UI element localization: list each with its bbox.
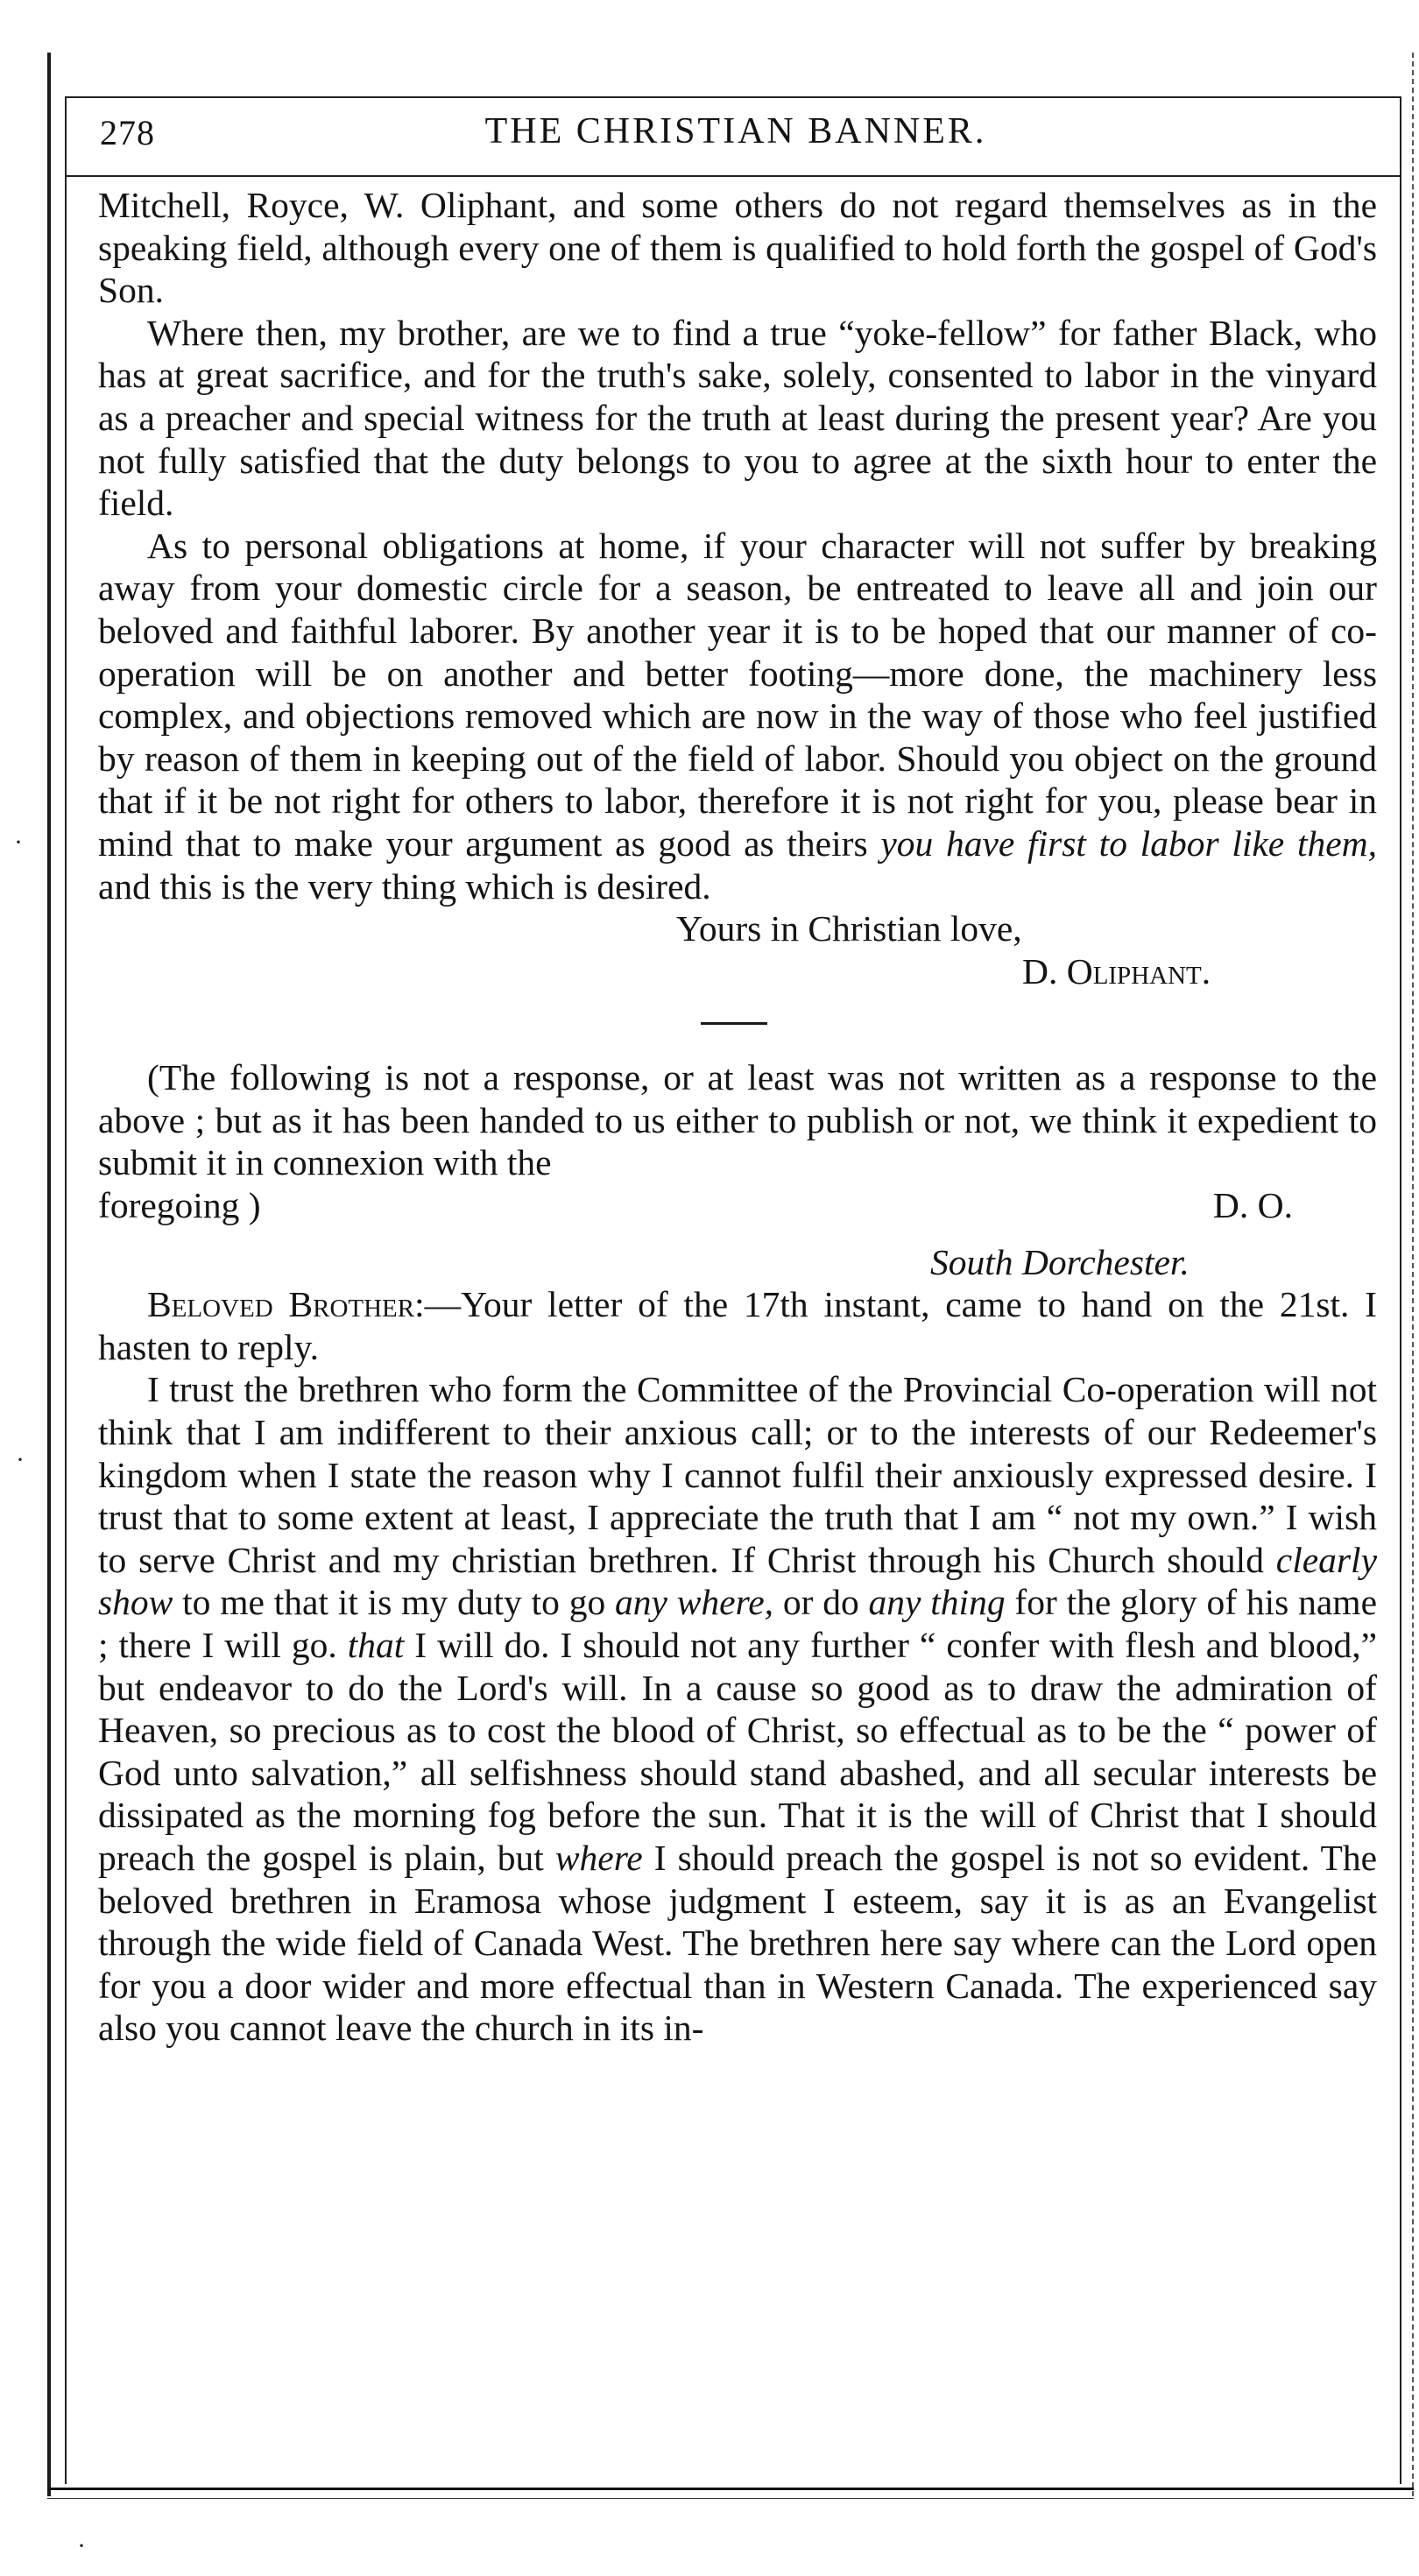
letter2-p2-e: I will do. I should not any further “ confer with flesh and blood,” but endeavor to do the Lord's will. In a cause so good as to draw the admiration of Heaven, so precious as to cost the blood of Christ, so effectual as to be the “ power of God unto salvation,” all selfishness should stand abashed, and all secular interests be dissipated as the morning fog before the sun. That it is the will of Christ that I should preach the gospel is plain, but — [98, 1625, 1377, 1878]
letter1-paragraph-3-italic: you have first to labor like them, — [880, 822, 1378, 864]
letter2-place: South Dorchester. — [930, 1241, 1190, 1282]
section-divider — [701, 1022, 767, 1025]
letter1-signature: D. Oliphant. — [1022, 950, 1211, 992]
letter2-paragraph-1-text: :—Your letter of the 17th instant, came to hand on the 21st. I hasten to reply. — [98, 1284, 1377, 1367]
journal-title: THE CHRISTIAN BANNER. — [484, 111, 987, 152]
letter2-salutation: Beloved Brother — [147, 1284, 415, 1325]
editor-note-initials: D. O. — [1212, 1185, 1293, 1226]
editor-note-foregoing: foregoing ) — [98, 1185, 261, 1226]
letter2-paragraph-1 — [98, 1283, 1377, 1368]
editor-note-text: (The following is not a response, or at least was not written as a response to the above ; but as it has been handed to us either to publish or not, we think it expedient to submit it in connexion with the — [98, 1057, 1377, 1183]
letter2-p2-italic-5: where — [554, 1837, 643, 1878]
running-header — [88, 107, 1384, 168]
letter2-p2-italic-2: any where, — [615, 1582, 774, 1623]
letter1-paragraph-3-text-a: As to personal obligations at home, if your character will not suffer by breaking away from your domestic circle for a season, be entreated to leave all and join our beloved and faithful laborer. By another year it is to be hoped that our manner of co-operation will be on another and better footing—more done, the machinery less complex, and objections removed which are now in the way of those who feel justified by reason of them in keeping out of the field of labor. Should you object on the ground that if it be not right for others to labor, therefore it is not right for you, please bear in mind that to make your argument as good as theirs — [98, 525, 1377, 864]
letter2-p2-a: I trust the brethren who form the Committee of the Provincial Co-operation will not think that I am indifferent to their anxious call; or to the interests of our Redeemer's kingdom when I state the reason why I cannot fulfil their anxiously expressed desire. I trust that to some extent at least, I appreciate the truth that I am “ not my own.” I wish to serve Christ and my christian brethren. If Christ through his Church should — [98, 1369, 1377, 1580]
letter2-p2-f: I should preach the gospel is not so evident. The beloved brethren in Eramosa whose judgment I esteem, say it is as an Evangelist through the wide field of Canada West. The brethren here say where can the Lord open for you a door wider and more effectual than in Western Canada. The experienced say also you cannot leave the church in its in- — [98, 1837, 1378, 2049]
margin-speck-left-lower: · — [16, 1445, 25, 1474]
page-number: 278 — [100, 113, 155, 152]
letter2-p2-c: or do — [782, 1582, 859, 1623]
header-rule — [65, 175, 1401, 177]
letter1-paragraph-3 — [98, 525, 1377, 907]
letter2-p2-b: to me that it is my duty to go — [182, 1582, 606, 1623]
editor-note-last-line — [98, 1184, 1377, 1227]
top-rule — [65, 96, 1401, 98]
letter1-paragraph-3-text-b: and this is the very thing which is desired. — [98, 865, 711, 907]
letter2-p2-italic-3: any thing — [868, 1582, 1006, 1623]
margin-speck-left: · — [14, 828, 23, 857]
page-body — [98, 184, 1377, 2050]
letter1-paragraph-2: Where then, my brother, are we to find a true “yoke-fellow” for father Black, who has at great sacrifice, and for the truth's sake, solely, consented to labor in the vinyard as a preacher and special witness for the truth at least during the present year? Are you not fully satisfied that the duty belongs to you to agree at the sixth hour to enter the field. — [98, 312, 1377, 524]
letter2-p2-d: for the glory of his name ; there I will go. — [98, 1582, 1378, 1665]
bottom-rule-thick — [47, 2488, 1414, 2490]
letter2-p2-italic-4: that — [347, 1625, 405, 1665]
editor-note — [98, 1056, 1377, 1184]
letter1-closing: Yours in Christian love, — [676, 908, 1022, 949]
margin-speck-bottom: · — [77, 2531, 86, 2560]
letter2-paragraph-2 — [98, 1368, 1377, 2050]
bottom-rule-thin — [47, 2498, 1414, 2499]
letter2-p2-italic-1: clearly show — [98, 1539, 1378, 1623]
letter1-paragraph-1: Mitchell, Royce, W. Oliphant, and some others do not regard themselves as in the speaking field, although every one of them is qualified to hold forth the gospel of God's Son. — [98, 185, 1377, 311]
